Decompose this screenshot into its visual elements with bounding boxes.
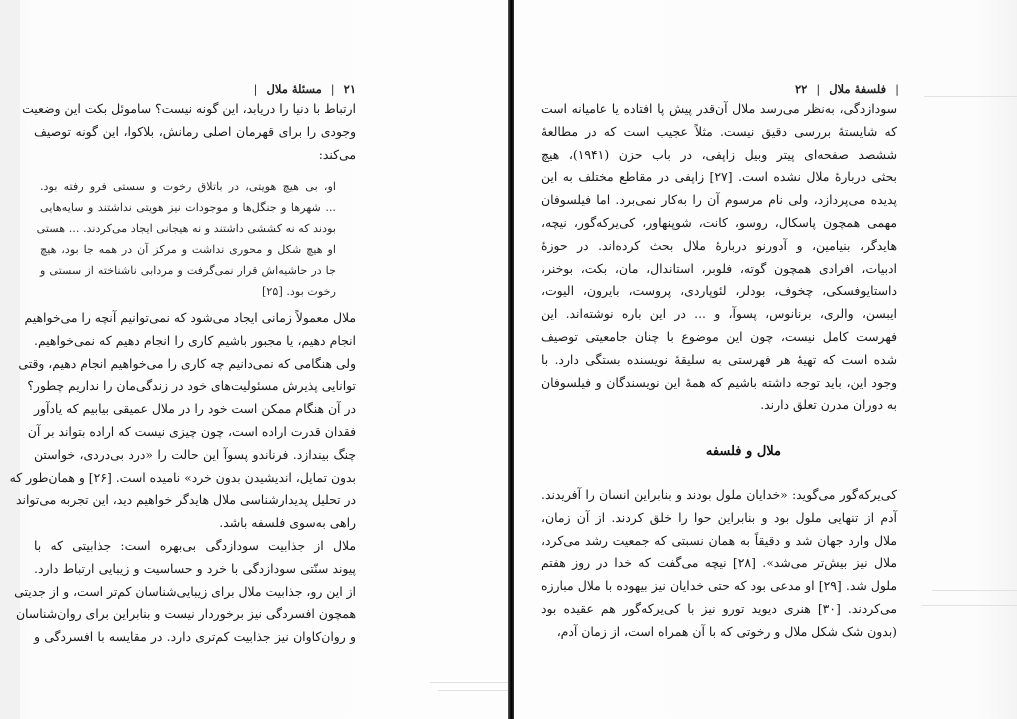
text-line: داستایوفسکی، چخوف، بودلر، لئوپاردی، پروست، بایرون، الیوت، [541, 283, 897, 299]
page-edge-line [438, 690, 508, 691]
text-line: همچون افسردگی نیز برخوردار نیست و بنابراین برای روان‌شناسان [15, 606, 356, 622]
text-line: ایبسن، والری، برنانوس، پسوآ، و ... در این باره نوشته‌اند. این [541, 306, 897, 322]
right-page [514, 0, 1017, 719]
text-line: وجود این، باید توجه داشته باشیم که همهٔ این نویسندگان و فیلسوفان [541, 374, 897, 390]
text-line: (بدون شک شکل ملال و رخوتی که با آن همراه است، از زمان آدم، [556, 623, 897, 639]
text-line: ملال معمولاً زمانی ایجاد می‌شود که نمی‌توانیم آنچه را می‌خواهیم [24, 310, 356, 325]
text-line: می‌کند: [318, 146, 356, 162]
text-line: ششصد صفحه‌ای پیتر وبیل زاپفی، در باب حزن (۱۹۴۱)، هیچ [541, 146, 898, 162]
text-line: آدم از تنهایی ملول بود و بنابراین حوا را خلق کردند. از آن زمان، [541, 509, 897, 525]
right-paragraph-2 [541, 484, 897, 644]
text-line: راهی به‌سوی فلسفه باشد. [219, 515, 356, 531]
text-line: ادبیات، افرادی همچون گوته، فلوبر، استاندال، مان، بکت، بوخنر، [541, 260, 897, 276]
text-line: مهمی همچون پاسکال، روسو، کانت، شوپنهاور، کی‌یرکه‌گور، نیچه، [541, 214, 897, 230]
quote-line: رخوت بود. [۲۵] [262, 285, 336, 298]
text-line: شده است که تهیهٔ هر فهرستی به سلیقهٔ نویسنده بستگی دارد. با [541, 351, 897, 367]
quote-line: او، بی هیچ هویتی، در باتلاق رخوت و سستی فرو رفته بود. [40, 180, 336, 193]
right-running-title: فلسفهٔ ملال [829, 82, 887, 96]
text-line: بحثی دربارهٔ ملال نشده است. [۲۷] زاپفی در مقاطع مختلف به این [541, 169, 898, 185]
left-block-quote [36, 176, 336, 302]
left-page [0, 0, 508, 719]
page-edge-line [430, 682, 508, 683]
quote-line: ... شهرها و جنگل‌ها و موجودات نیز هویتی نداشتند و سایه‌هایی [40, 201, 336, 214]
text-line: ملال از جذابیت سودازدگی بی‌بهره است: جذابیتی که با [34, 538, 356, 553]
text-line: بدون تمایل، اندیشیدن بدون خرد» نامیده است. [۲۶] و همان‌طور که [9, 469, 356, 485]
text-line: هایدگر، بنیامین، و آدورنو دربارهٔ ملال بحث کرده‌اند. در حوزهٔ [541, 237, 897, 253]
text-line: در آن هنگام ممکن است خود را در ملال عمیقی بیابیم که یادآور [34, 401, 356, 417]
text-line: ملال نیز بیش‌تر می‌شد». [۲۸] نیچه می‌گفت که خدا در روز هفتم [541, 555, 897, 571]
text-line: انجام دهیم، یا مجبور باشیم کاری را انجام دهیم که نمی‌خواهیم. [34, 332, 356, 348]
left-running-title: مسئلهٔ ملال [266, 82, 322, 96]
section-heading: ملال و فلسفه [705, 444, 781, 459]
quote-line: جا در حاشیه‌اش قرار نمی‌گرفت و مردابی ناشناخته از سستی و [40, 264, 336, 277]
page-edge-line [924, 96, 1017, 97]
left-page-number: ۲۱ [343, 82, 356, 96]
text-line: ملول شد. [۲۹] او مدعی بود که حتی خدایان نیز بیهوده با ملال مبارزه [541, 578, 897, 594]
text-line: توانایی پذیرش مسئولیت‌های خود در زندگی‌مان را نداریم چطور؟ [27, 378, 356, 394]
text-line: فهرست کامل نیست، چون این موضوع با چنان جامعیتی توصیف [541, 328, 897, 344]
text-line: پیوند سنّتی سودازدگی با خرد و حساسیت و زیبایی ارتباط دارد. [34, 560, 356, 576]
text-line: در تحلیل پدیدارشناسی ملال هایدگر خواهیم دید، این تجربه می‌تواند [16, 492, 356, 508]
left-running-header: ۲۱|مسئلهٔ ملال| [253, 82, 356, 96]
text-line: فقدان قدرت اراده است، چون چیزی نیست که اراده بتواند بر آن [27, 423, 356, 439]
text-line: کی‌یرکه‌گور می‌گوید: «خدایان ملول بودند و بنابراین انسان را آفریدند. [541, 487, 897, 502]
quote-line: بودند که نه کششی داشتند و نه هیجانی ایجاد می‌کردند. ... هستی [36, 222, 336, 235]
left-paragraph-1 [22, 98, 356, 166]
left-paragraph-3 [14, 535, 356, 649]
right-paragraph-1 [541, 98, 897, 417]
text-line: و روان‌کاوان نیز جذابیت کم‌تری دارد. در مقایسه با افسردگی و [34, 629, 356, 645]
text-line: که شایستهٔ بررسی دقیق نیست. مثلاً عجیب است که در مطالعهٔ [541, 123, 897, 139]
right-page-number: ۲۲ [794, 82, 808, 96]
text-line: ملال وارد جهان شد و دقیقاً به همان نسبتی که جمعیت رشد می‌کرد، [541, 532, 897, 548]
text-line: از این رو، جذابیت ملال برای زیبایی‌شناسان کم‌تر است، و از جدیتی [14, 583, 356, 599]
page-edge-line [932, 590, 1017, 591]
left-paragraph-2 [9, 307, 356, 535]
text-line: سودازدگی، به‌نظر می‌رسد ملال آن‌قدر پیش پا افتاده یا عامیانه است [541, 101, 897, 116]
text-line: به دوران مدرن تعلق دارند. [760, 397, 897, 413]
text-line: ولی هنگامی که نمی‌دانیم چه کاری را می‌خواهیم انجام دهیم، وقتی [18, 355, 356, 371]
text-line: می‌کردند. [۳۰] هنری دیوید تورو نیز با کی‌یرکه‌گور هم عقیده بود [541, 600, 897, 616]
page-edge-line [922, 605, 1017, 606]
right-running-header: |فلسفهٔ ملال|۲۲ [794, 82, 899, 96]
quote-line: او هیچ شکل و محوری نداشت و مرکز آن در همه جا بود، هیچ [40, 243, 336, 256]
text-line: پدیده می‌پردازد، ولی نام مرسوم آن را به‌کار نمی‌برد. اما فیلسوفان [541, 192, 897, 208]
text-line: ارتباط با دنیا را دریابد، این گونه نیست؟ ساموئل بکت این وضعیت [22, 101, 356, 116]
text-line: چنگ بیندازد. فرناندو پسوآ این حالت را «درد بی‌دردی، خواستن [34, 446, 356, 462]
text-line: وجودی را برای قهرمان اصلی رمانش، بلاکوا، این گونه توصیف [34, 123, 356, 139]
